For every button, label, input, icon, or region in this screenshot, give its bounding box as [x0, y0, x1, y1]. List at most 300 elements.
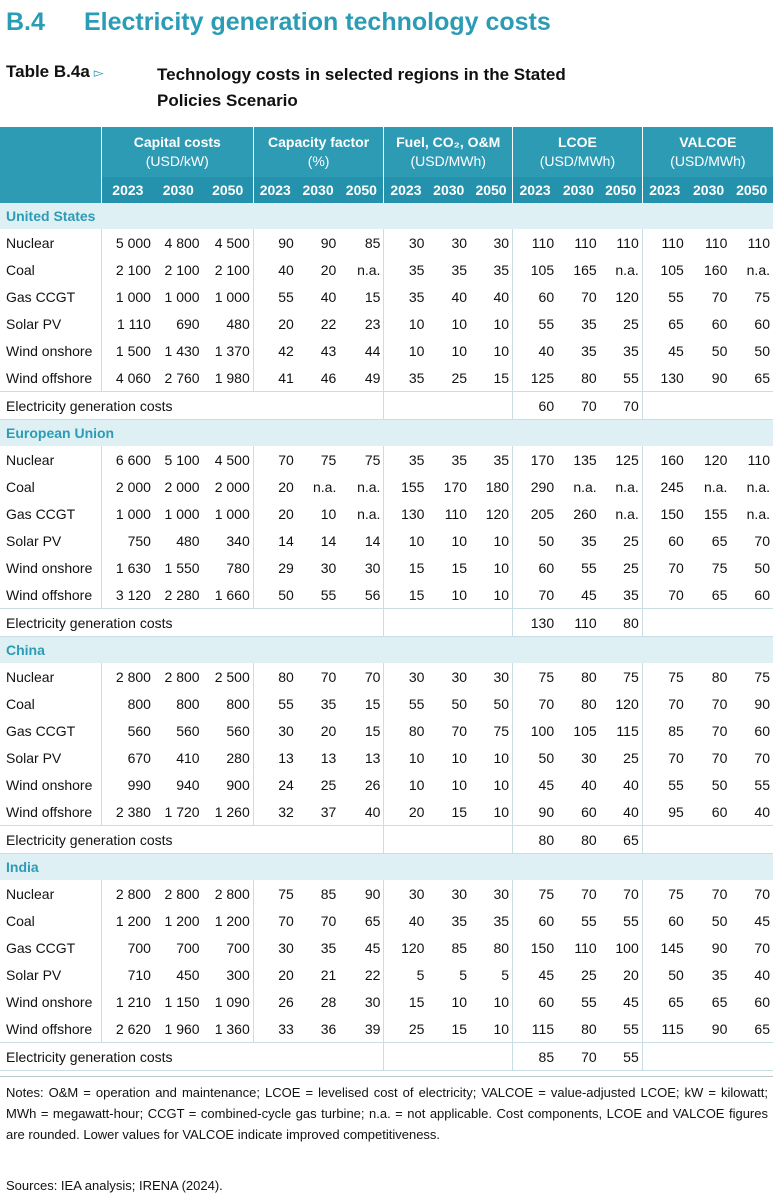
value-cell: 1 360: [214, 1020, 250, 1037]
value-cell: 41: [253, 364, 297, 392]
value-cell: 2 380: [101, 798, 154, 826]
value-cell: 1 720: [164, 803, 200, 820]
section-title: Electricity generation technology costs: [84, 7, 551, 36]
value-cell: 55: [513, 310, 558, 337]
value-cell: 280: [226, 749, 250, 766]
value-cell: 35: [493, 451, 510, 468]
table-row: [0, 581, 773, 609]
value-cell: 115: [642, 1015, 687, 1043]
value-cell: 80: [253, 663, 297, 690]
value-cell: 80: [581, 1020, 597, 1037]
generation-costs-row: [0, 1043, 773, 1071]
table-row: [0, 554, 773, 581]
value-cell: 90: [711, 939, 728, 956]
value-cell: 35: [581, 532, 597, 549]
value-cell: 2 100: [101, 256, 154, 283]
value-cell: 14: [253, 527, 297, 554]
technology-label: Nuclear: [6, 885, 55, 902]
value-cell: 85: [364, 234, 381, 251]
value-cell: 1 260: [214, 803, 250, 820]
technology-label: Gas CCGT: [6, 722, 76, 739]
generation-cost-value: 110: [557, 609, 600, 637]
table-row: [0, 283, 773, 310]
value-cell: 4 500: [214, 451, 250, 468]
value-cell: 45: [642, 337, 687, 364]
table-row: [0, 934, 773, 961]
value-cell: 340: [226, 532, 250, 549]
value-cell: 5 100: [164, 451, 200, 468]
value-cell: 56: [364, 586, 381, 603]
value-cell: 110: [444, 505, 468, 522]
value-cell: 39: [364, 1020, 381, 1037]
group-name: Fuel, CO₂, O&M: [396, 134, 501, 150]
value-cell: 50: [754, 559, 770, 576]
value-cell: n.a.: [357, 478, 381, 495]
value-cell: 70: [364, 668, 381, 685]
value-cell: 60: [513, 988, 558, 1015]
value-cell: 75: [253, 880, 297, 907]
value-cell: 55: [320, 586, 337, 603]
value-cell: 23: [364, 315, 381, 332]
generation-cost-value: 70: [557, 392, 600, 420]
table-notes: Notes: O&M = operation and maintenance; LCOE = levelised cost of electricity; VALCOE = value-adjusted LCOE; kW = kilowatt; MWh = megawatt-hour; CCGT = combined-cycle gas turbine; n.a. = not applicable. Cost components, LCOE and VALCOE figures are rounded. Lower values for VALCOE indicate improved competitiveness.: [6, 1085, 768, 1142]
value-cell: 40: [493, 288, 510, 305]
header-corner-years: [0, 177, 101, 203]
value-cell: 560: [101, 717, 154, 744]
value-cell: 70: [754, 749, 770, 766]
value-cell: 55: [754, 776, 770, 793]
value-cell: 35: [320, 695, 337, 712]
value-cell: 60: [711, 315, 728, 332]
value-cell: 14: [320, 532, 337, 549]
value-cell: 70: [253, 907, 297, 934]
value-cell: 15: [451, 1020, 468, 1037]
table-title: Technology costs in selected regions in the Stated Policies Scenario: [157, 65, 566, 110]
cost-table: [0, 127, 773, 1071]
value-cell: 45: [581, 586, 597, 603]
value-cell: 65: [642, 988, 687, 1015]
blank-cell: [642, 826, 773, 854]
value-cell: 110: [513, 229, 558, 256]
value-cell: 20: [253, 473, 297, 500]
value-cell: 800: [226, 695, 250, 712]
region-row: [0, 854, 773, 881]
value-cell: n.a.: [746, 505, 770, 522]
value-cell: 75: [513, 663, 558, 690]
value-cell: 170: [513, 446, 558, 473]
value-cell: 13: [364, 749, 381, 766]
value-cell: 10: [493, 776, 510, 793]
value-cell: 10: [493, 803, 510, 820]
value-cell: 155: [704, 505, 728, 522]
value-cell: 40: [253, 256, 297, 283]
value-cell: 80: [581, 695, 597, 712]
value-cell: 60: [754, 993, 770, 1010]
table-row: [0, 798, 773, 826]
value-cell: 70: [754, 939, 770, 956]
value-cell: 110: [705, 234, 728, 251]
value-cell: 85: [451, 939, 468, 956]
value-cell: 10: [493, 315, 510, 332]
technology-label: Coal: [6, 695, 35, 712]
value-cell: n.a.: [615, 505, 639, 522]
value-cell: 2 800: [101, 663, 154, 690]
value-cell: 90: [711, 369, 728, 386]
value-cell: 60: [711, 803, 728, 820]
value-cell: 2 000: [164, 478, 200, 495]
value-cell: 125: [513, 364, 558, 392]
generation-costs-row: [0, 826, 773, 854]
value-cell: 50: [754, 342, 770, 359]
group-header: [101, 127, 253, 177]
value-cell: 20: [253, 961, 297, 988]
value-cell: n.a.: [357, 505, 381, 522]
group-header: [384, 127, 513, 177]
value-cell: 10: [493, 532, 510, 549]
value-cell: 710: [101, 961, 154, 988]
value-cell: 110: [574, 939, 597, 956]
value-cell: 2 800: [101, 880, 154, 907]
value-cell: 50: [513, 744, 558, 771]
value-cell: 40: [513, 337, 558, 364]
group-unit: (USD/MWh): [539, 153, 616, 169]
value-cell: 15: [384, 988, 428, 1015]
value-cell: 10: [451, 993, 468, 1010]
value-cell: 70: [451, 722, 468, 739]
value-cell: 55: [581, 993, 597, 1010]
value-cell: 35: [711, 966, 728, 983]
value-cell: 70: [711, 288, 728, 305]
value-cell: 60: [754, 586, 770, 603]
generation-costs-label: Electricity generation costs: [0, 1043, 384, 1071]
value-cell: 35: [493, 912, 510, 929]
generation-costs-label: Electricity generation costs: [0, 392, 384, 420]
value-cell: 44: [364, 342, 381, 359]
value-cell: 700: [226, 939, 250, 956]
value-cell: 55: [384, 690, 428, 717]
value-cell: 560: [226, 722, 250, 739]
value-cell: 65: [711, 532, 728, 549]
value-cell: 135: [573, 451, 597, 468]
value-cell: 35: [623, 342, 639, 359]
table-row: [0, 256, 773, 283]
generation-cost-value: 80: [513, 826, 558, 854]
group-unit: (%): [307, 153, 330, 169]
value-cell: 750: [101, 527, 154, 554]
value-cell: 50: [711, 912, 728, 929]
value-cell: 4 060: [101, 364, 154, 392]
value-cell: 25: [451, 369, 468, 386]
value-cell: 70: [253, 446, 297, 473]
value-cell: 30: [493, 668, 510, 685]
value-cell: 75: [320, 451, 337, 468]
value-cell: 1 500: [101, 337, 154, 364]
value-cell: 49: [364, 369, 381, 386]
value-cell: 1 000: [214, 288, 250, 305]
value-cell: 165: [573, 261, 597, 278]
value-cell: 35: [451, 912, 468, 929]
blank-cell: [642, 392, 773, 420]
value-cell: 45: [513, 961, 558, 988]
year-header: 2030: [297, 177, 340, 203]
blank-cell: [384, 826, 513, 854]
value-cell: 32: [253, 798, 297, 826]
value-cell: 10: [451, 315, 468, 332]
value-cell: 50: [711, 342, 728, 359]
generation-cost-value: 130: [513, 609, 558, 637]
value-cell: 1 980: [214, 369, 250, 386]
value-cell: 5 000: [101, 229, 154, 256]
value-cell: 450: [176, 966, 200, 983]
value-cell: 120: [615, 288, 639, 305]
value-cell: 90: [364, 885, 381, 902]
value-cell: 10: [451, 532, 468, 549]
value-cell: 155: [384, 473, 428, 500]
value-cell: 130: [384, 500, 428, 527]
technology-label: Wind onshore: [6, 342, 93, 359]
value-cell: 1 000: [164, 288, 200, 305]
value-cell: 10: [493, 342, 510, 359]
value-cell: 100: [513, 717, 558, 744]
value-cell: 30: [493, 234, 510, 251]
table-sources: Sources: IEA analysis; IRENA (2024).: [6, 1178, 223, 1193]
value-cell: 690: [176, 315, 200, 332]
technology-label: Solar PV: [6, 749, 62, 766]
table-row: [0, 690, 773, 717]
value-cell: 50: [711, 776, 728, 793]
value-cell: 940: [176, 776, 200, 793]
value-cell: 70: [642, 581, 687, 609]
value-cell: 70: [711, 885, 728, 902]
value-cell: 43: [320, 342, 337, 359]
value-cell: 50: [493, 695, 510, 712]
year-header: 2023: [101, 177, 154, 203]
value-cell: 25: [320, 776, 337, 793]
value-cell: 60: [642, 527, 687, 554]
value-cell: 95: [642, 798, 687, 826]
technology-label: Nuclear: [6, 451, 55, 468]
year-header: 2023: [513, 177, 558, 203]
value-cell: 35: [493, 261, 510, 278]
value-cell: 480: [176, 532, 200, 549]
value-cell: 45: [513, 771, 558, 798]
technology-label: Wind onshore: [6, 993, 93, 1010]
value-cell: 40: [754, 803, 770, 820]
value-cell: 10: [493, 993, 510, 1010]
value-cell: 30: [384, 229, 428, 256]
table-row: [0, 1015, 773, 1043]
region-row: [0, 203, 773, 229]
value-cell: 120: [485, 505, 510, 522]
technology-label: Wind offshore: [6, 369, 93, 386]
value-cell: 20: [623, 966, 639, 983]
value-cell: 70: [320, 912, 337, 929]
value-cell: 245: [642, 473, 687, 500]
value-cell: 2 620: [101, 1015, 154, 1043]
value-cell: 780: [226, 559, 250, 576]
blank-cell: [384, 392, 513, 420]
generation-cost-value: 80: [557, 826, 600, 854]
value-cell: 1 660: [214, 586, 250, 603]
value-cell: 10: [493, 749, 510, 766]
value-cell: 55: [623, 912, 639, 929]
value-cell: 700: [101, 934, 154, 961]
value-cell: 80: [581, 668, 597, 685]
value-cell: 1 200: [101, 907, 154, 934]
value-cell: 10: [451, 586, 468, 603]
generation-cost-value: 60: [513, 392, 558, 420]
value-cell: 20: [320, 722, 337, 739]
value-cell: 55: [581, 559, 597, 576]
value-cell: n.a.: [615, 261, 639, 278]
year-header: 2023: [642, 177, 687, 203]
value-cell: 70: [754, 532, 770, 549]
value-cell: 10: [451, 749, 468, 766]
value-cell: 2 800: [214, 885, 250, 902]
technology-label: Wind onshore: [6, 776, 93, 793]
value-cell: n.a.: [704, 478, 728, 495]
value-cell: 55: [642, 771, 687, 798]
value-cell: 105: [642, 256, 687, 283]
value-cell: 36: [320, 1020, 337, 1037]
value-cell: 90: [320, 234, 337, 251]
value-cell: 65: [364, 912, 381, 929]
table-row: [0, 717, 773, 744]
value-cell: 205: [513, 500, 558, 527]
value-cell: 1 000: [101, 283, 154, 310]
value-cell: 28: [320, 993, 337, 1010]
value-cell: 1 200: [214, 912, 250, 929]
value-cell: 15: [364, 695, 381, 712]
value-cell: 10: [493, 586, 510, 603]
value-cell: 10: [384, 744, 428, 771]
year-header: 2030: [154, 177, 203, 203]
value-cell: 480: [226, 315, 250, 332]
value-cell: 160: [704, 261, 728, 278]
technology-label: Wind onshore: [6, 559, 93, 576]
value-cell: 55: [253, 283, 297, 310]
value-cell: 30: [451, 668, 468, 685]
value-cell: 180: [485, 478, 510, 495]
value-cell: 25: [623, 559, 639, 576]
value-cell: 35: [384, 283, 428, 310]
value-cell: 40: [451, 288, 468, 305]
value-cell: 35: [384, 446, 428, 473]
value-cell: 26: [364, 776, 381, 793]
table-row: [0, 663, 773, 690]
value-cell: 26: [253, 988, 297, 1015]
table-row: [0, 744, 773, 771]
value-cell: 35: [451, 451, 468, 468]
value-cell: 10: [384, 337, 428, 364]
value-cell: 130: [642, 364, 687, 392]
notes-divider: [0, 1076, 773, 1077]
value-cell: 13: [320, 749, 337, 766]
technology-label: Nuclear: [6, 668, 55, 685]
value-cell: 30: [384, 880, 428, 907]
value-cell: 85: [642, 717, 687, 744]
table-row: [0, 961, 773, 988]
group-header: [253, 127, 384, 177]
value-cell: 50: [253, 581, 297, 609]
value-cell: 1 370: [214, 342, 250, 359]
value-cell: 80: [384, 717, 428, 744]
value-cell: 80: [711, 668, 728, 685]
value-cell: 260: [573, 505, 597, 522]
value-cell: 1 550: [164, 559, 200, 576]
year-header: 2023: [384, 177, 428, 203]
value-cell: 4 800: [164, 234, 200, 251]
value-cell: n.a.: [312, 478, 337, 495]
value-cell: 100: [615, 939, 639, 956]
value-cell: 60: [754, 722, 770, 739]
group-name: VALCOE: [679, 134, 737, 150]
value-cell: 10: [493, 559, 510, 576]
value-cell: 110: [616, 234, 639, 251]
table-row: [0, 771, 773, 798]
value-cell: 1 150: [164, 993, 200, 1010]
value-cell: 300: [226, 966, 250, 983]
value-cell: 15: [451, 559, 468, 576]
value-cell: 1 210: [101, 988, 154, 1015]
value-cell: 170: [443, 478, 468, 495]
value-cell: 22: [364, 966, 381, 983]
value-cell: 70: [623, 885, 639, 902]
value-cell: 55: [253, 690, 297, 717]
table-row: [0, 988, 773, 1015]
value-cell: 30: [320, 559, 337, 576]
value-cell: 10: [384, 527, 428, 554]
value-cell: 30: [384, 663, 428, 690]
year-header: 2030: [557, 177, 600, 203]
generation-cost-value: 80: [600, 609, 643, 637]
value-cell: 110: [747, 451, 770, 468]
value-cell: 29: [253, 554, 297, 581]
value-cell: 40: [581, 776, 597, 793]
table-row: [0, 500, 773, 527]
value-cell: 22: [320, 315, 337, 332]
table-row: [0, 473, 773, 500]
generation-cost-value: 70: [600, 392, 643, 420]
value-cell: 90: [513, 798, 558, 826]
value-cell: 6 600: [101, 446, 154, 473]
value-cell: 35: [320, 939, 337, 956]
value-cell: 65: [711, 993, 728, 1010]
value-cell: 80: [581, 369, 597, 386]
value-cell: 70: [754, 885, 770, 902]
value-cell: 75: [623, 668, 639, 685]
table-label-text: Table B.4a: [6, 62, 90, 81]
value-cell: 145: [642, 934, 687, 961]
value-cell: 115: [616, 722, 639, 739]
value-cell: 20: [384, 798, 428, 826]
value-cell: 70: [513, 690, 558, 717]
value-cell: 2 100: [214, 261, 250, 278]
value-cell: 35: [384, 364, 428, 392]
value-cell: 30: [364, 993, 381, 1010]
value-cell: 2 800: [164, 668, 200, 685]
value-cell: 80: [493, 939, 510, 956]
value-cell: 30: [364, 559, 381, 576]
value-cell: 1 000: [164, 505, 200, 522]
technology-label: Coal: [6, 261, 35, 278]
value-cell: 30: [451, 234, 468, 251]
group-name: Capacity factor: [268, 134, 370, 150]
value-cell: 70: [711, 749, 728, 766]
table-row: [0, 880, 773, 907]
value-cell: 40: [384, 907, 428, 934]
value-cell: 160: [642, 446, 687, 473]
